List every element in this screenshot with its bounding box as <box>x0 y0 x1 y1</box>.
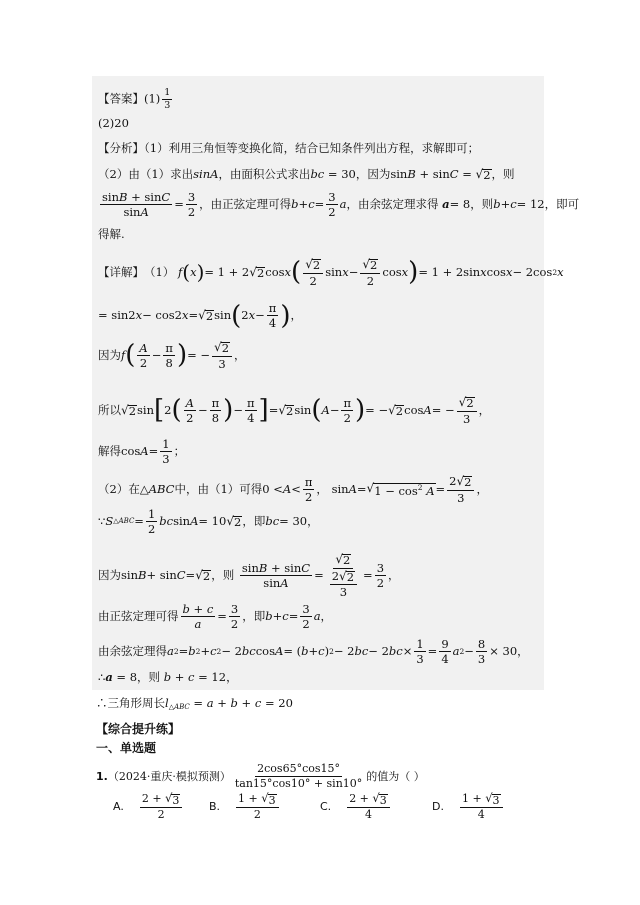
answer-label: 【答案】 <box>98 91 144 106</box>
detail-label: 【详解】 <box>98 264 144 279</box>
option-b[interactable]: B. 1 + √ 3 2 <box>209 793 281 821</box>
detail-line-2: = sin2 x − cos2 x = √ 2 sin ( 2 x − $\frac{\pi}{4}$ ) ， <box>98 300 302 331</box>
perimeter-text: ∴三角形周长 <box>96 696 165 710</box>
analysis-text-1: （1）利用三角恒等变换化简，结合已知条件列出方程，求解即可； <box>144 141 480 155</box>
sine-rule-text: 由正弦定理可得 <box>98 608 179 623</box>
option-d[interactable]: D. 1 + √ 3 4 <box>432 793 505 821</box>
question-source: （2024·重庆·模拟预测） <box>107 769 231 783</box>
option-a-label: A. <box>113 800 124 814</box>
question-1 <box>96 763 425 789</box>
detail-line-8: 因为 sin B + sin C = √ 2 ，则 $\frac{\sin B + \sin C}{\sin A}$ = √ 2 2 √ 2 3 = $\frac{3}{2}$ ， <box>98 552 400 599</box>
option-a[interactable]: A. 2 + √ 3 2 <box>113 793 184 821</box>
part2-a: （2）在 <box>98 481 140 496</box>
analysis-text-2b: ，由面积公式求出 <box>218 167 311 181</box>
cos-rule-text: 由余弦定理得 <box>98 643 167 658</box>
part2-b: 中，由（1）可得 <box>174 481 263 496</box>
detail-line-5: 解得 cos A = $\frac{1}{3}$ ； <box>98 437 186 467</box>
option-c[interactable]: C. 2 + √ 3 4 <box>320 793 392 821</box>
option-b-label: B. <box>209 800 221 814</box>
detail-line-10: 由余弦定理得 a 2 = b 2 + c 2 − 2 bc cos A = ( b + c ) 2 − 2 bc − 2 bc × $\frac{1}{3}$ = $\frac{9}{4}$ a 2 − $\frac{8}{3}$ × 30， <box>98 637 529 667</box>
question-expression: $\frac{2\cos 65^\circ\cos 15^\circ}{\tan 15^\circ\cos 10^\circ + \sin 10^\circ}$ <box>234 762 363 790</box>
perimeter-line: ∴三角形周长$l_{\triangle ABC} = a + b + c = 20$ <box>96 696 293 711</box>
detail-line-9: 由正弦定理可得 $\frac{b + c}{a}$ = $\frac{3}{2}$ ，即 b + c = $\frac{3}{2}$ a ， <box>98 602 333 632</box>
analysis-text-3a: ，由正弦定理可得 <box>199 196 292 211</box>
option-c-label: C. <box>320 800 332 814</box>
answer-part1: (1) <box>144 91 161 106</box>
detail-line-4: 所以 √ 2 sin [ 2 ( $\frac{A}{2}$ − $\frac{\pi}{8}$ ) − $\frac{\pi}{4}$ ] = √ 2 sin ( A − $\frac{\pi}{2}$ ) = − √ 2 cos A = − √ 2 3 ， <box>98 395 491 426</box>
ji-word-2: ，即 <box>242 608 266 623</box>
answer-line <box>98 88 174 111</box>
analysis-label: 【分析】 <box>98 141 144 155</box>
analysis-text-3b: ，由余弦定理求得 <box>346 196 439 211</box>
detail-line-11: ∴a = 8，则 b + c = 12， <box>98 670 238 684</box>
analysis-text-2a: （2）由（1）求出 <box>98 167 194 181</box>
analysis-text-3d: ，即可 <box>544 196 580 211</box>
subsection-title: 一、单选题 <box>96 741 157 755</box>
detail-line-3: 因为 f ( $\frac{A}{2}$ − $\frac{\pi}{8}$ ) = − √ 2 3 ， <box>98 340 246 371</box>
ze-word: ，则 <box>211 567 235 582</box>
answer-part2: (2)20 <box>98 116 129 130</box>
analysis-line-2: （2）由（1）求出sinA，由面积公式求出bc = 30，因为sinB + sinC = √ 2 ，则 <box>98 167 515 182</box>
detail-line-6: （2）在 △ ABC 中，由（1）可得 0 < A < $\frac{\pi}{2}$ ， sin A = √ $1 - \cos^2 A$ = 2 √ 2 3 ， <box>98 474 488 505</box>
ratio-fraction: $\frac{\sin B + \sin C}{\sin A}$ <box>102 190 171 220</box>
question-tail: 的值为（ ） <box>366 769 425 783</box>
analysis-line-4: 得解. <box>98 227 125 241</box>
option-d-label: D. <box>432 800 444 814</box>
analysis-line-3: $\frac{\sin B + \sin C}{\sin A}$ = $\frac{3}{2}$ ，由正弦定理可得 b + c = $\frac{3}{2}$ a ，由余弦定理求得 a = 8 ，则 b + c = 12 ，即可 <box>102 190 580 220</box>
detail-part1: （1） <box>144 264 175 279</box>
section-title: 【综合提升练】 <box>96 722 181 736</box>
analysis-text-2d: ，则 <box>491 167 515 181</box>
detail-line-1: 【详解】 （1） f ( x ) = 1 + 2 √ 2 cos x ( √ 2 2 sin x − √ 2 2 cos x ) = 1 + 2sin x cos x − 2cos 2 x <box>98 257 564 288</box>
because-word-2: 因为 <box>98 567 121 582</box>
question-number: 1. <box>96 769 108 783</box>
because-word: 因为 <box>98 347 121 362</box>
detail-line-7: ∵ S △ABC = $\frac{1}{2}$ bc sin A = 10 √ 2 ，即 bc = 30， <box>98 507 319 537</box>
analysis-text-2c: ，因为 <box>355 167 391 181</box>
analysis-text-3c: ，则 <box>470 196 494 211</box>
analysis-line-1 <box>98 143 479 155</box>
answer-fraction: $\frac{1}{3}$ <box>164 87 171 111</box>
ji-word: ，即 <box>242 513 266 528</box>
solve-word: 解得 <box>98 443 121 458</box>
so-word: 所以 <box>98 402 121 417</box>
